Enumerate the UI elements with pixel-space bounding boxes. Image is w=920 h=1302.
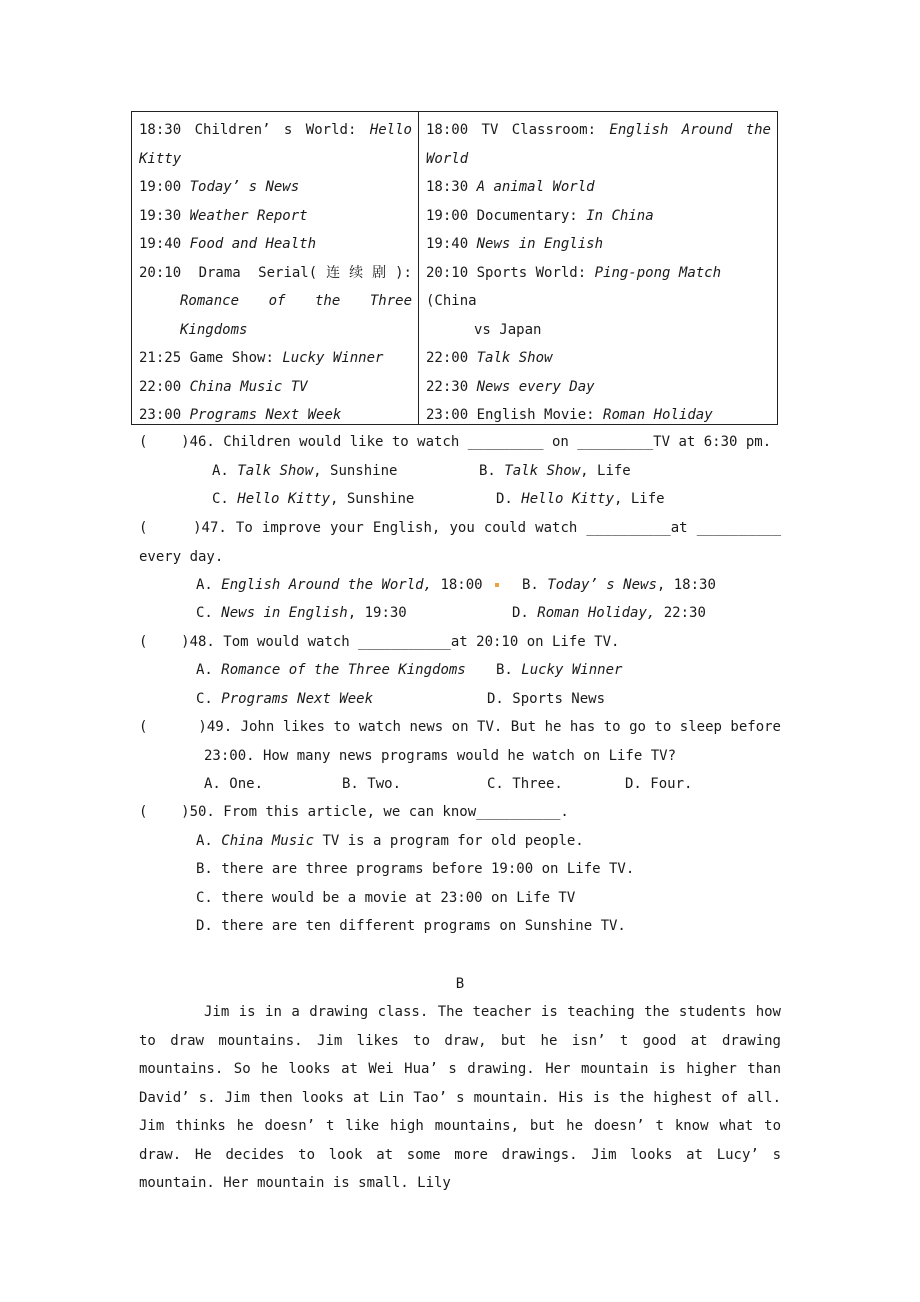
question-48-option-d[interactable] xyxy=(487,685,605,714)
option-text: , Life xyxy=(580,463,631,479)
schedule-title: Talk Show xyxy=(476,350,553,366)
question-47-stem: ( )47. To improve your English, you could watch __________at __________ every day. xyxy=(139,520,790,565)
question-47-option-a[interactable] xyxy=(196,571,499,600)
schedule-label: Children’ s World: xyxy=(194,122,357,138)
schedule-title: English xyxy=(609,122,669,138)
question-48-option-c[interactable] xyxy=(196,685,373,714)
option-label: A. xyxy=(196,577,213,593)
question-49-stem-line2: 23:00. How many news programs would he watch on Life TV? xyxy=(204,748,677,764)
option-title: Roman Holiday, xyxy=(537,605,656,621)
schedule-row-wrap xyxy=(139,316,412,345)
option-label: A. xyxy=(196,833,213,849)
schedule-row xyxy=(426,373,771,402)
schedule-time: 19:40 xyxy=(426,236,469,252)
schedule-title: In China xyxy=(586,207,654,224)
schedule-row-wrap xyxy=(426,145,771,174)
schedule-row xyxy=(426,173,771,202)
schedule-row xyxy=(426,116,771,145)
schedule-title: News every Day xyxy=(476,378,595,395)
schedule-time: 20:10 xyxy=(426,264,469,281)
option-title: Lucky Winner xyxy=(521,662,623,678)
tv-schedule-table xyxy=(131,111,778,425)
question-49-option-d[interactable]: D. Four. xyxy=(625,776,693,792)
question-46-option-a[interactable] xyxy=(212,457,397,486)
schedule-title: Roman Holiday xyxy=(603,407,713,423)
question-46-option-b[interactable] xyxy=(479,457,631,486)
question-46-stem: ( )46. Children would like to watch _________ on _________TV at 6:30 pm. xyxy=(139,434,772,450)
schedule-row-wrap xyxy=(139,145,412,174)
option-label: B. xyxy=(522,577,539,593)
option-title: Programs Next Week xyxy=(221,691,374,707)
schedule-title: Around xyxy=(681,122,733,138)
schedule-time: 23:00 xyxy=(139,407,182,423)
schedule-title: Food and Health xyxy=(189,236,317,252)
schedule-row xyxy=(139,116,412,145)
schedule-time: 22:30 xyxy=(426,378,469,395)
schedule-title: News in English xyxy=(476,236,604,252)
reading-passage: Jim is in a drawing class. The teacher is teaching the students how to draw mountains. Jim likes to draw, but he isn’ t good at drawing mountains. So he looks at Wei Hua’ s drawing. Her mountain is higher than David’ s. Jim then looks at Lin Tao’ s mountain. His is the highest of all. Jim thinks he doesn’ t like high mountains, but he doesn’ t know what to draw. He decides to look at some more drawings. Jim looks at Lucy’ s mountain. Her mountain is small. Lily xyxy=(139,1004,781,1191)
option-label: B. xyxy=(496,662,513,678)
question-47-option-b[interactable] xyxy=(522,571,716,600)
question-50-option-a[interactable] xyxy=(196,827,584,856)
schedule-time: 19:00 xyxy=(426,207,469,224)
option-text: , Life xyxy=(614,491,665,507)
schedule-label: Serial(连续剧): xyxy=(258,264,412,281)
option-text: , 18:30 xyxy=(656,577,716,593)
schedule-label: Classroom: xyxy=(511,122,597,138)
option-label: D. xyxy=(487,691,504,707)
schedule-label: Drama xyxy=(198,264,241,281)
schedule-time: 19:30 xyxy=(139,207,182,224)
option-title: Today’ s News xyxy=(547,577,657,593)
option-title: China Music xyxy=(221,833,315,849)
question-48-option-b[interactable] xyxy=(496,656,622,685)
option-title: English Around the World, xyxy=(221,577,433,593)
schedule-title-wrap: World xyxy=(426,150,469,167)
schedule-time: 23:00 xyxy=(426,407,469,423)
option-text: , Sunshine xyxy=(313,463,398,479)
schedule-label: Documentary: xyxy=(476,207,578,224)
option-text: Sports News xyxy=(512,691,606,707)
option-text: TV is a program for old people. xyxy=(314,833,584,849)
option-text: 22:30 xyxy=(655,605,706,621)
schedule-title: Ping-pong Match xyxy=(594,264,722,281)
option-label: C. xyxy=(212,491,229,507)
schedule-row xyxy=(139,230,412,259)
schedule-row xyxy=(426,401,771,430)
schedule-time: 18:00 xyxy=(426,122,469,138)
schedule-extra: (China xyxy=(426,293,477,309)
schedule-title: Weather Report xyxy=(189,207,308,224)
section-heading: B xyxy=(455,976,465,992)
schedule-title: Programs Next Week xyxy=(189,407,342,423)
schedule-time: 18:30 xyxy=(139,122,182,138)
schedule-row xyxy=(139,401,412,430)
option-label: C. xyxy=(196,691,213,707)
schedule-label: Sports World: xyxy=(476,264,587,281)
option-label: D. xyxy=(512,605,529,621)
question-46-option-d[interactable] xyxy=(496,485,665,514)
schedule-label: English Movie: xyxy=(476,407,595,423)
question-48-stem: ( )48. Tom would watch ___________at 20:10 on Life TV. xyxy=(139,634,620,650)
schedule-time: 19:40 xyxy=(139,236,182,252)
schedule-title: Hello xyxy=(369,122,412,138)
schedule-title: A animal World xyxy=(476,179,595,195)
question-47-option-c[interactable] xyxy=(196,599,407,628)
question-50-option-d[interactable]: D. there are ten different programs on Sunshine TV. xyxy=(196,918,626,934)
schedule-row xyxy=(139,173,412,202)
schedule-row xyxy=(139,202,412,231)
schedule-title: Today’ s News xyxy=(189,179,300,195)
question-49-stem-line1: ( )49. John likes to watch news on TV. But he has to go to sleep before xyxy=(139,719,781,735)
schedule-time: 20:10 xyxy=(139,264,182,281)
schedule-label: TV xyxy=(481,122,499,138)
option-label: B. xyxy=(479,463,496,479)
question-48-option-a[interactable] xyxy=(196,656,466,685)
question-46-option-c[interactable] xyxy=(212,485,414,514)
schedule-extra: vs Japan xyxy=(474,321,542,338)
question-50-option-b[interactable]: B. there are three programs before 19:00 on Life TV. xyxy=(196,861,635,877)
schedule-time: 22:00 xyxy=(426,350,469,366)
question-49-option-a[interactable]: A. One. xyxy=(204,776,264,792)
schedule-row xyxy=(139,373,412,402)
schedule-time: 21:25 xyxy=(139,350,182,366)
schedule-time: 22:00 xyxy=(139,378,182,395)
schedule-time: 19:00 xyxy=(139,179,182,195)
option-title: News in English xyxy=(221,605,348,621)
schedule-row-wrap xyxy=(426,316,771,345)
option-label: C. xyxy=(196,605,213,621)
question-50-option-c[interactable]: C. there would be a movie at 23:00 on Life TV xyxy=(196,890,576,906)
schedule-title: Romance of the Three xyxy=(180,293,412,309)
option-text: 18:00 xyxy=(432,577,483,593)
schedule-row xyxy=(426,230,771,259)
option-label: A. xyxy=(212,463,229,479)
question-50-stem: ( )50. From this article, we can know__________. xyxy=(139,804,569,820)
option-label: D. xyxy=(496,491,513,507)
schedule-title: Kingdoms xyxy=(180,321,248,338)
option-label: A. xyxy=(196,662,213,678)
schedule-title-wrap: Kitty xyxy=(139,150,182,167)
option-title: Hello Kitty xyxy=(237,491,331,507)
schedule-time: 18:30 xyxy=(426,179,469,195)
option-text: , 19:30 xyxy=(347,605,407,621)
stray-mark xyxy=(495,583,499,587)
schedule-row xyxy=(139,259,412,288)
schedule-row xyxy=(426,202,771,231)
schedule-title: the xyxy=(745,122,771,138)
option-text: , Sunshine xyxy=(330,491,415,507)
schedule-row xyxy=(139,344,412,373)
option-title: Talk Show xyxy=(237,463,314,479)
schedule-title: China Music TV xyxy=(189,378,308,395)
schedule-row xyxy=(426,344,771,373)
option-title: Hello Kitty xyxy=(521,491,615,507)
schedule-label: Game Show: xyxy=(189,350,274,366)
sunshine-tv-column xyxy=(132,112,419,424)
life-tv-column xyxy=(419,112,777,424)
option-title: Talk Show xyxy=(504,463,581,479)
schedule-row xyxy=(426,259,771,316)
question-49-option-b[interactable]: B. Two. xyxy=(342,776,402,792)
schedule-title: Lucky Winner xyxy=(282,350,384,366)
option-title: Romance of the Three Kingdoms xyxy=(221,662,466,678)
question-47-option-d[interactable] xyxy=(512,599,706,628)
schedule-row-wrap xyxy=(139,287,412,316)
question-49-option-c[interactable]: C. Three. xyxy=(487,776,563,792)
